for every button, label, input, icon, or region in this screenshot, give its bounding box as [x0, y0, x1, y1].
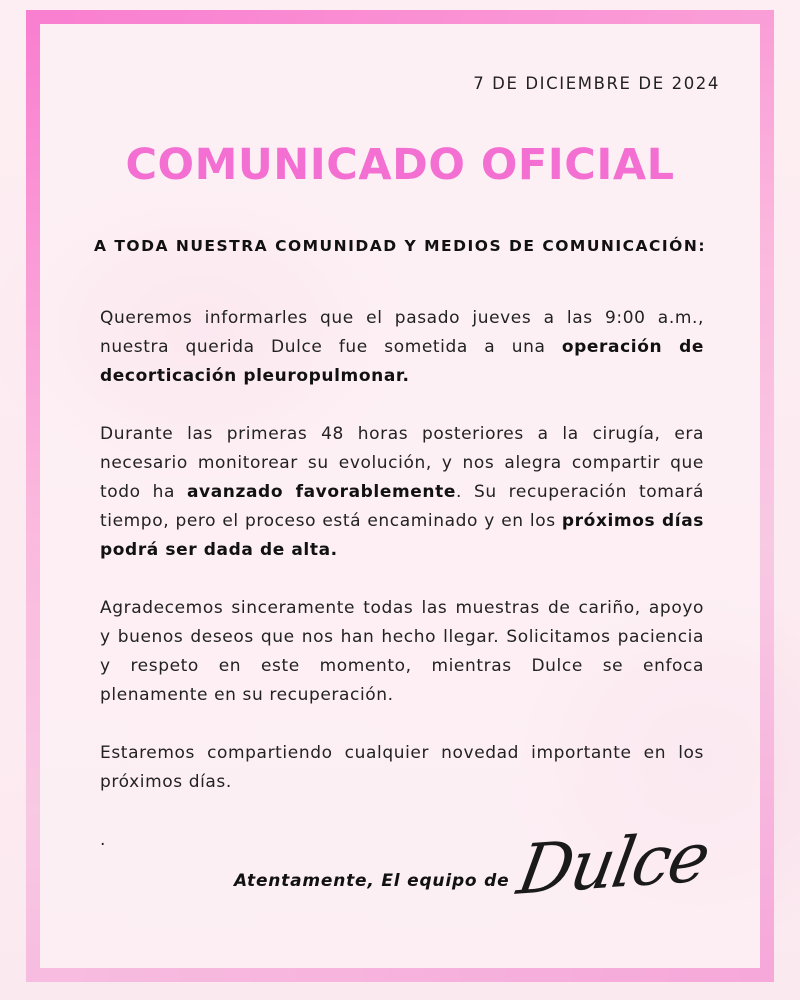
- date: 7 DE DICIEMBRE DE 2024: [473, 74, 720, 93]
- paragraph-2-text-a: Durante las primeras 48 horas posteriores a la cirugía, era necesario monitorear su evolución, y nos alegra compartir que todo ha: [100, 424, 704, 502]
- paragraph-3: Agradecemos sinceramente todas las muestras de cariño, apoyo y buenos deseos que nos han hecho llegar. Solicitamos paciencia y respeto en este momento, mientras Dulce se enfoca plenamente en su recuperación.: [100, 598, 704, 705]
- paragraph-2: [100, 420, 704, 565]
- paragraph-2-bold-a: avanzado favorablemente: [186, 482, 456, 502]
- paragraph-2-bold-b: próximos días podrá ser dada de alta.: [100, 511, 704, 560]
- page-title: COMUNICADO OFICIAL: [125, 140, 675, 190]
- paragraph-1: [100, 304, 704, 391]
- paragraph-1-bold: operación de decorticación pleuropulmonar.: [100, 337, 704, 386]
- signature: Dulce: [512, 817, 715, 911]
- salutation: A TODA NUESTRA COMUNIDAD Y MEDIOS DE COMUNICACIÓN:: [93, 237, 707, 255]
- trailing-dot: .: [100, 830, 107, 850]
- paragraph-4: Estaremos compartiendo cualquier novedad importante en los próximos días.: [100, 743, 704, 792]
- signoff: Atentamente, El equipo de: [234, 871, 510, 891]
- paragraph-1-text: Queremos informarles que el pasado jueves a las 9:00 a.m., nuestra querida Dulce fue sometida a una: [100, 308, 704, 357]
- paragraph-2-text-b: . Su recuperación tomará tiempo, pero el proceso está encaminado y en los: [100, 482, 704, 531]
- message-body: [100, 304, 704, 884]
